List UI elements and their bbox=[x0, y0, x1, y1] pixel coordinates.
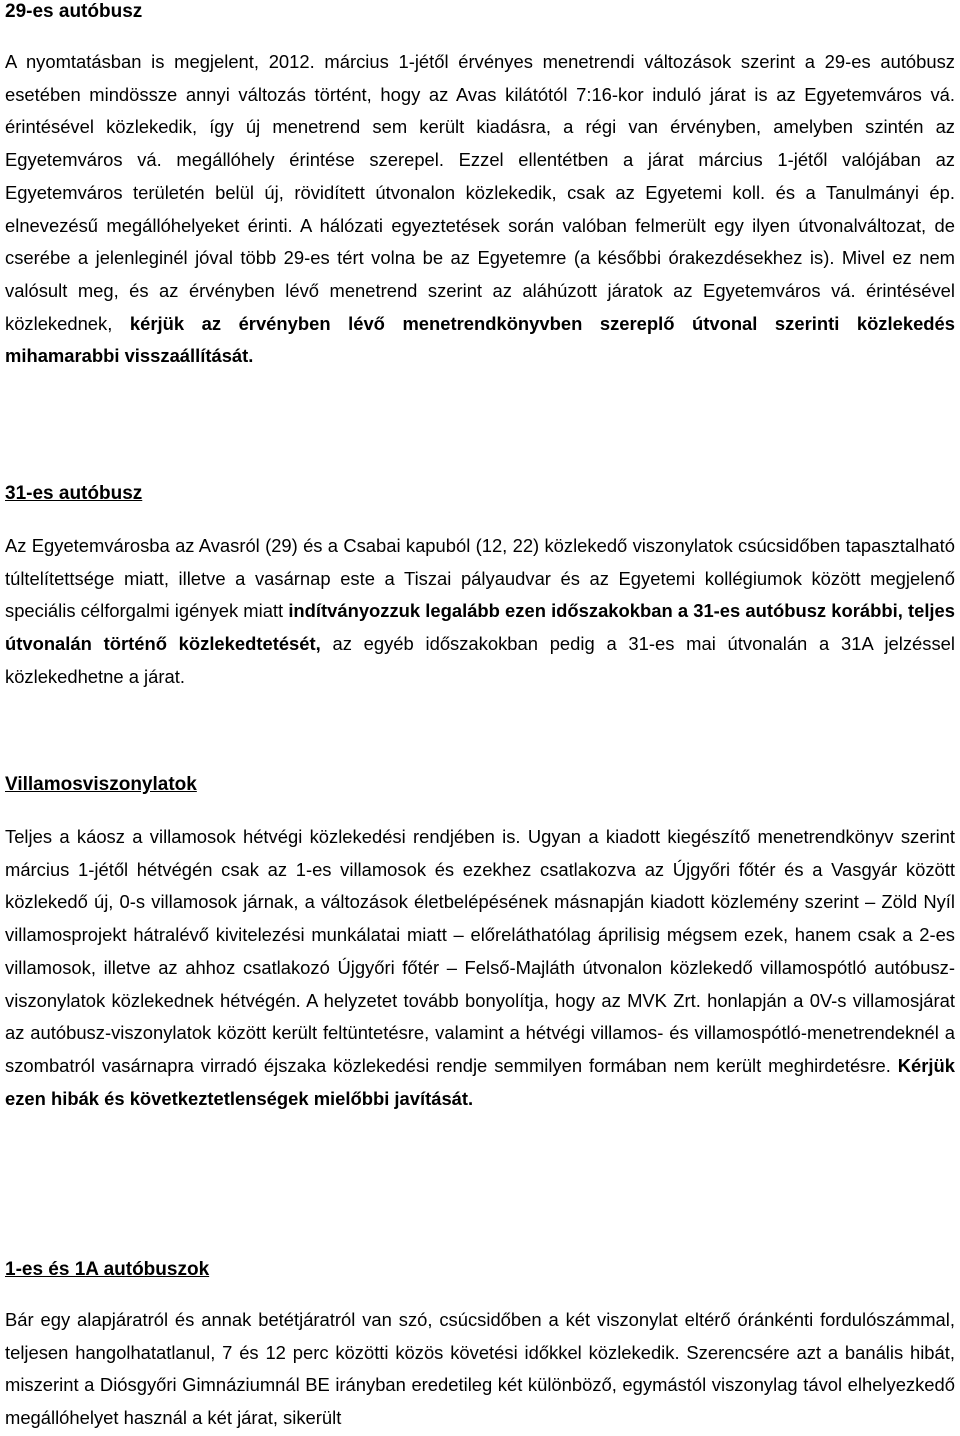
section-bus-29 bbox=[5, 0, 955, 373]
paragraph-text: Teljes a káosz a villamosok hétvégi közlekedési rendjében is. Ugyan a kiadott kiegészítő menetrendkönyv szerint március 1-jétől hétvégén csak az 1-es villamosok és ezekhez csatlakozva az Újgyőri főtér és a Vasgyár között közlekedő új, 0-s villamosok járnak, a változások életbelépésének másnapján kiadott közlemény szerint – Zöld Nyíl villamosprojekt hátralévő kivitelezési munkálatai miatt – előreláthatólag áprilisig mégsem ezek, hanem csak a 2-es villamosok, illetve az ahhoz csatlakozó Újgyőri főtér – Felső-Majláth útvonalon közlekedő villamospótló autóbusz-viszonylatok közlekednek hétvégén. A helyzetet tovább bonyolítja, hogy az MVK Zrt. honlapján a 0V-s villamosjárat az autóbusz-viszonylatok között került feltüntetésre, valamint a hétvégi villamos- és villamospótló-menetrendeknél a szombatról vasárnapra virradó éjszaka közlekedési rendje semmilyen formában nem került meghirdetésre. bbox=[5, 826, 955, 1076]
section-tram-lines bbox=[5, 773, 955, 1115]
section-heading: 1-es és 1A autóbuszok bbox=[5, 1259, 210, 1280]
section-paragraph bbox=[5, 1304, 955, 1435]
paragraph-emphasis: Kérjük ezen hibák és következtetlenségek mielőbbi javítását. bbox=[5, 1054, 955, 1109]
section-paragraph bbox=[5, 46, 955, 373]
paragraph-text: A nyomtatásban is megjelent, 2012. március 1-jétől érvényes menetrendi változások szerint a 29-es autóbusz esetében mindössze annyi változás történt, hogy az Avas kilátótól 7:16-kor induló járat is az Egyetemváros vá. érintésével közlekedik, így új menetrend sem került kiadásra, a régi van érvényben, amelyben szintén az Egyetemváros vá. megállóhely érintése szerepel. Ezzel ellentétben a járat március 1-jétől valójában az Egyetemváros területén belül új, rövidített útvonalon közlekedik, csak az Egyetemi koll. és a Tanulmányi ép. elnevezésű megállóhelyeket érinti. A hálózati egyeztetések során valóban felmerült egy ilyen útvonalváltozat, de cserébe a jelenleginél jóval több 29-es tért volna be az Egyetemre (a későbbi órakezdésekhez is). Mivel ez nem valósult meg, és az érvényben lévő menetrend szerint az aláhúzott járatok az Egyetemváros vá. érintésével közlekednek, bbox=[5, 51, 955, 334]
section-bus-1-1a bbox=[5, 1258, 955, 1435]
section-heading: 31-es autóbusz bbox=[5, 483, 143, 504]
paragraph-text: az egyéb időszakokban pedig a 31-es mai útvonalán a 31A jelzéssel közlekedhetne a járat. bbox=[5, 633, 955, 687]
section-bus-31 bbox=[5, 482, 955, 694]
paragraph-text: Bár egy alapjáratról és annak betétjáratról van szó, csúcsidőben a két viszonylat eltérő óránkénti fordulószámmal, teljesen hangolhatatlanul, 7 és 12 perc közötti közös követési időkkel közlekedik. Szerencsére azt a banális hibát, miszerint a Diósgyőri Gimnáziumnál BE irányban eredetileg két különböző, egymástól viszonylag távol elhelyezkedő megállóhelyet használ a két járat, sikerült bbox=[5, 1309, 955, 1429]
section-paragraph bbox=[5, 530, 955, 694]
paragraph-emphasis: kérjük az érvényben lévő menetrendkönyvben szereplő útvonal szerinti közlekedés mihamarabbi visszaállítását. bbox=[5, 312, 955, 367]
section-heading: 29-es autóbusz bbox=[5, 1, 143, 22]
section-paragraph bbox=[5, 821, 955, 1115]
section-heading: Villamosviszonylatok bbox=[5, 774, 197, 795]
paragraph-text: Az Egyetemvárosba az Avasról (29) és a Csabai kapuból (12, 22) közlekedő viszonylatok csúcsidőben tapasztalható túltelítettsége miatt, illetve a vasárnap este a Tiszai pályaudvar és az Egyetemi kollégiumok között megjelenő speciális célforgalmi igények miatt bbox=[5, 535, 955, 622]
paragraph-emphasis: indítványozzuk legalább ezen időszakokban a 31-es autóbusz korábbi, teljes útvonalán történő közlekedtetését, bbox=[5, 600, 955, 655]
